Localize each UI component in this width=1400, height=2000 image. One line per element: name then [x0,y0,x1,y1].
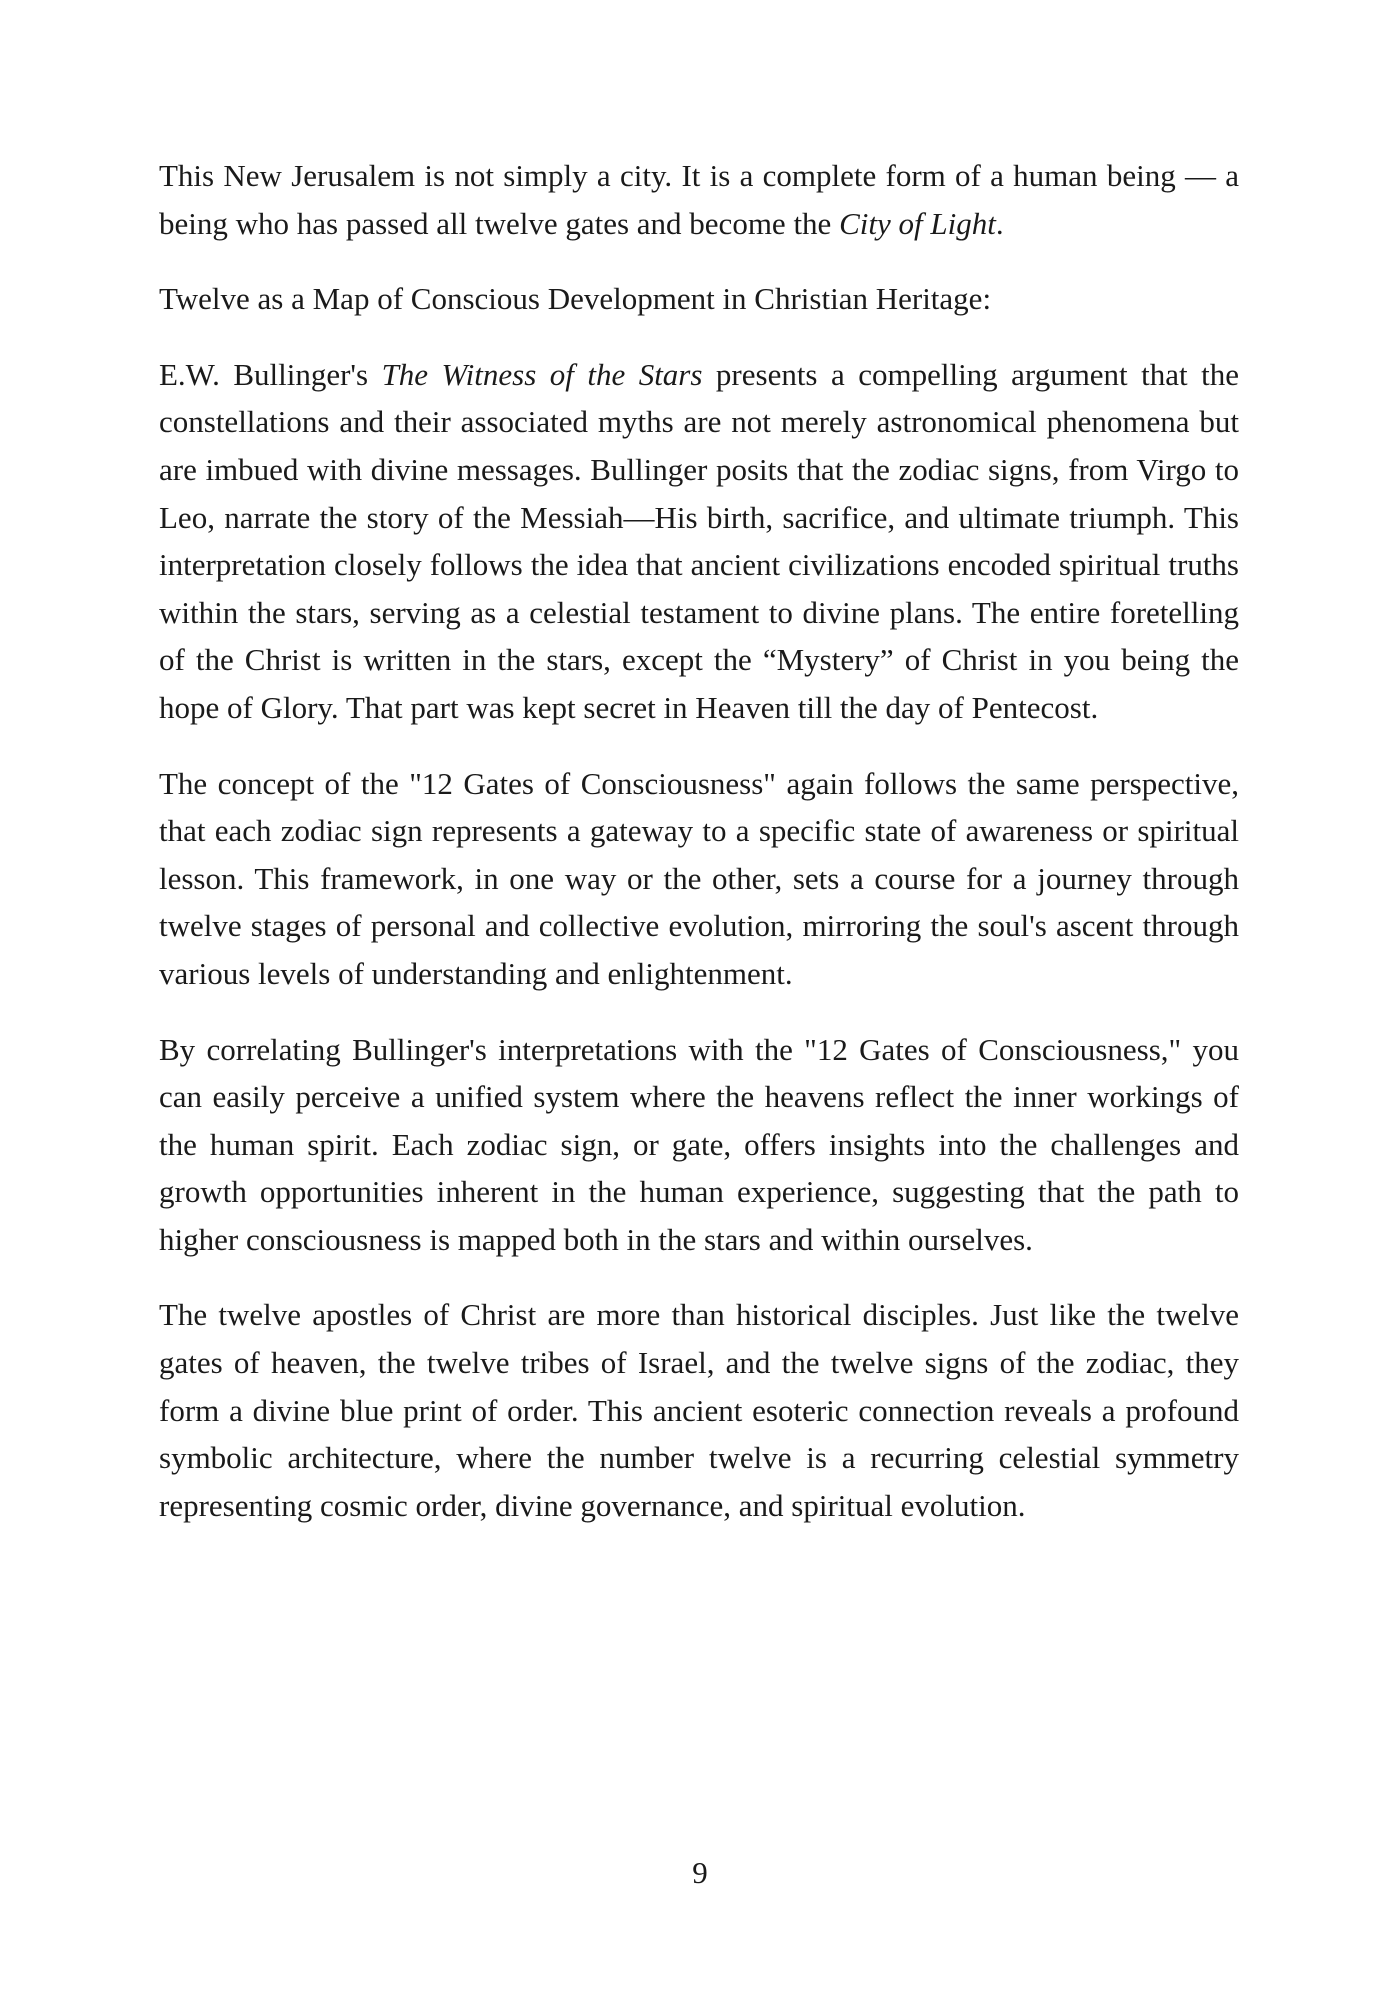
paragraph-text-end: presents a compelling argument that the constellations and their associated myths are not merely astronomical phenomena but are imbued with divine messages. Bullinger posits that the zodiac signs, from Virgo to Leo, narrate the story of the Messiah—His birth, sacrifice, and ultimate triumph. This interpretation closely follows the idea that ancient civilizations encoded spiritual truths within the stars, serving as a celestial testament to divine plans. The entire foretelling of the Christ is written in the stars, except the “Mystery” of Christ in you being the hope of Glory. That part was kept secret in Heaven till the day of Pentecost. [159,356,1239,725]
paragraph-twelve-apostles: The twelve apostles of Christ are more than historical disciples. Just like the twelve gates of heaven, the twelve tribes of Israel, and the twelve signs of the zodiac, they form a divine blue print of order. This ancient esoteric connection reveals a profound symbolic architecture, where the number twelve is a recurring celestial symmetry representing cosmic order, divine governance, and spiritual evolution. [159,1297,1239,1523]
paragraph-text-end: . [995,205,1004,241]
paragraph-correlating: By correlating Bullinger's interpretations with the "12 Gates of Consciousness," you can easily perceive a unified system where the heavens reflect the inner workings of the human spirit. Each zodiac sign, or gate, offers insights into the challenges and growth opportunities inherent in the human experience, suggesting that the path to higher consciousness is mapped both in the stars and within ourselves. [159,1031,1239,1257]
paragraph-text: E.W. Bullinger's [159,356,382,392]
page-body [159,152,1239,1557]
section-heading: Twelve as a Map of Conscious Development in Christian Heritage: [159,281,992,317]
paragraph-bullinger [159,351,1239,732]
italic-book-title: The Witness of the Stars [381,356,703,392]
paragraph-new-jerusalem [159,152,1239,247]
paragraph-text: This New Jerusalem is not simply a city. It is a complete form of a human being — a being who has passed all twelve gates and become the [159,158,1239,241]
italic-city-of-light: City of Light [839,205,996,241]
page-number: 9 [692,1855,708,1890]
paragraph-12-gates: The concept of the "12 Gates of Consciousness" again follows the same perspective, that each zodiac sign represents a gateway to a specific state of awareness or spiritual lesson. This framework, in one way or the other, sets a course for a journey through twelve stages of personal and collective evolution, mirroring the soul's ascent through various levels of understanding and enlightenment. [159,765,1239,991]
